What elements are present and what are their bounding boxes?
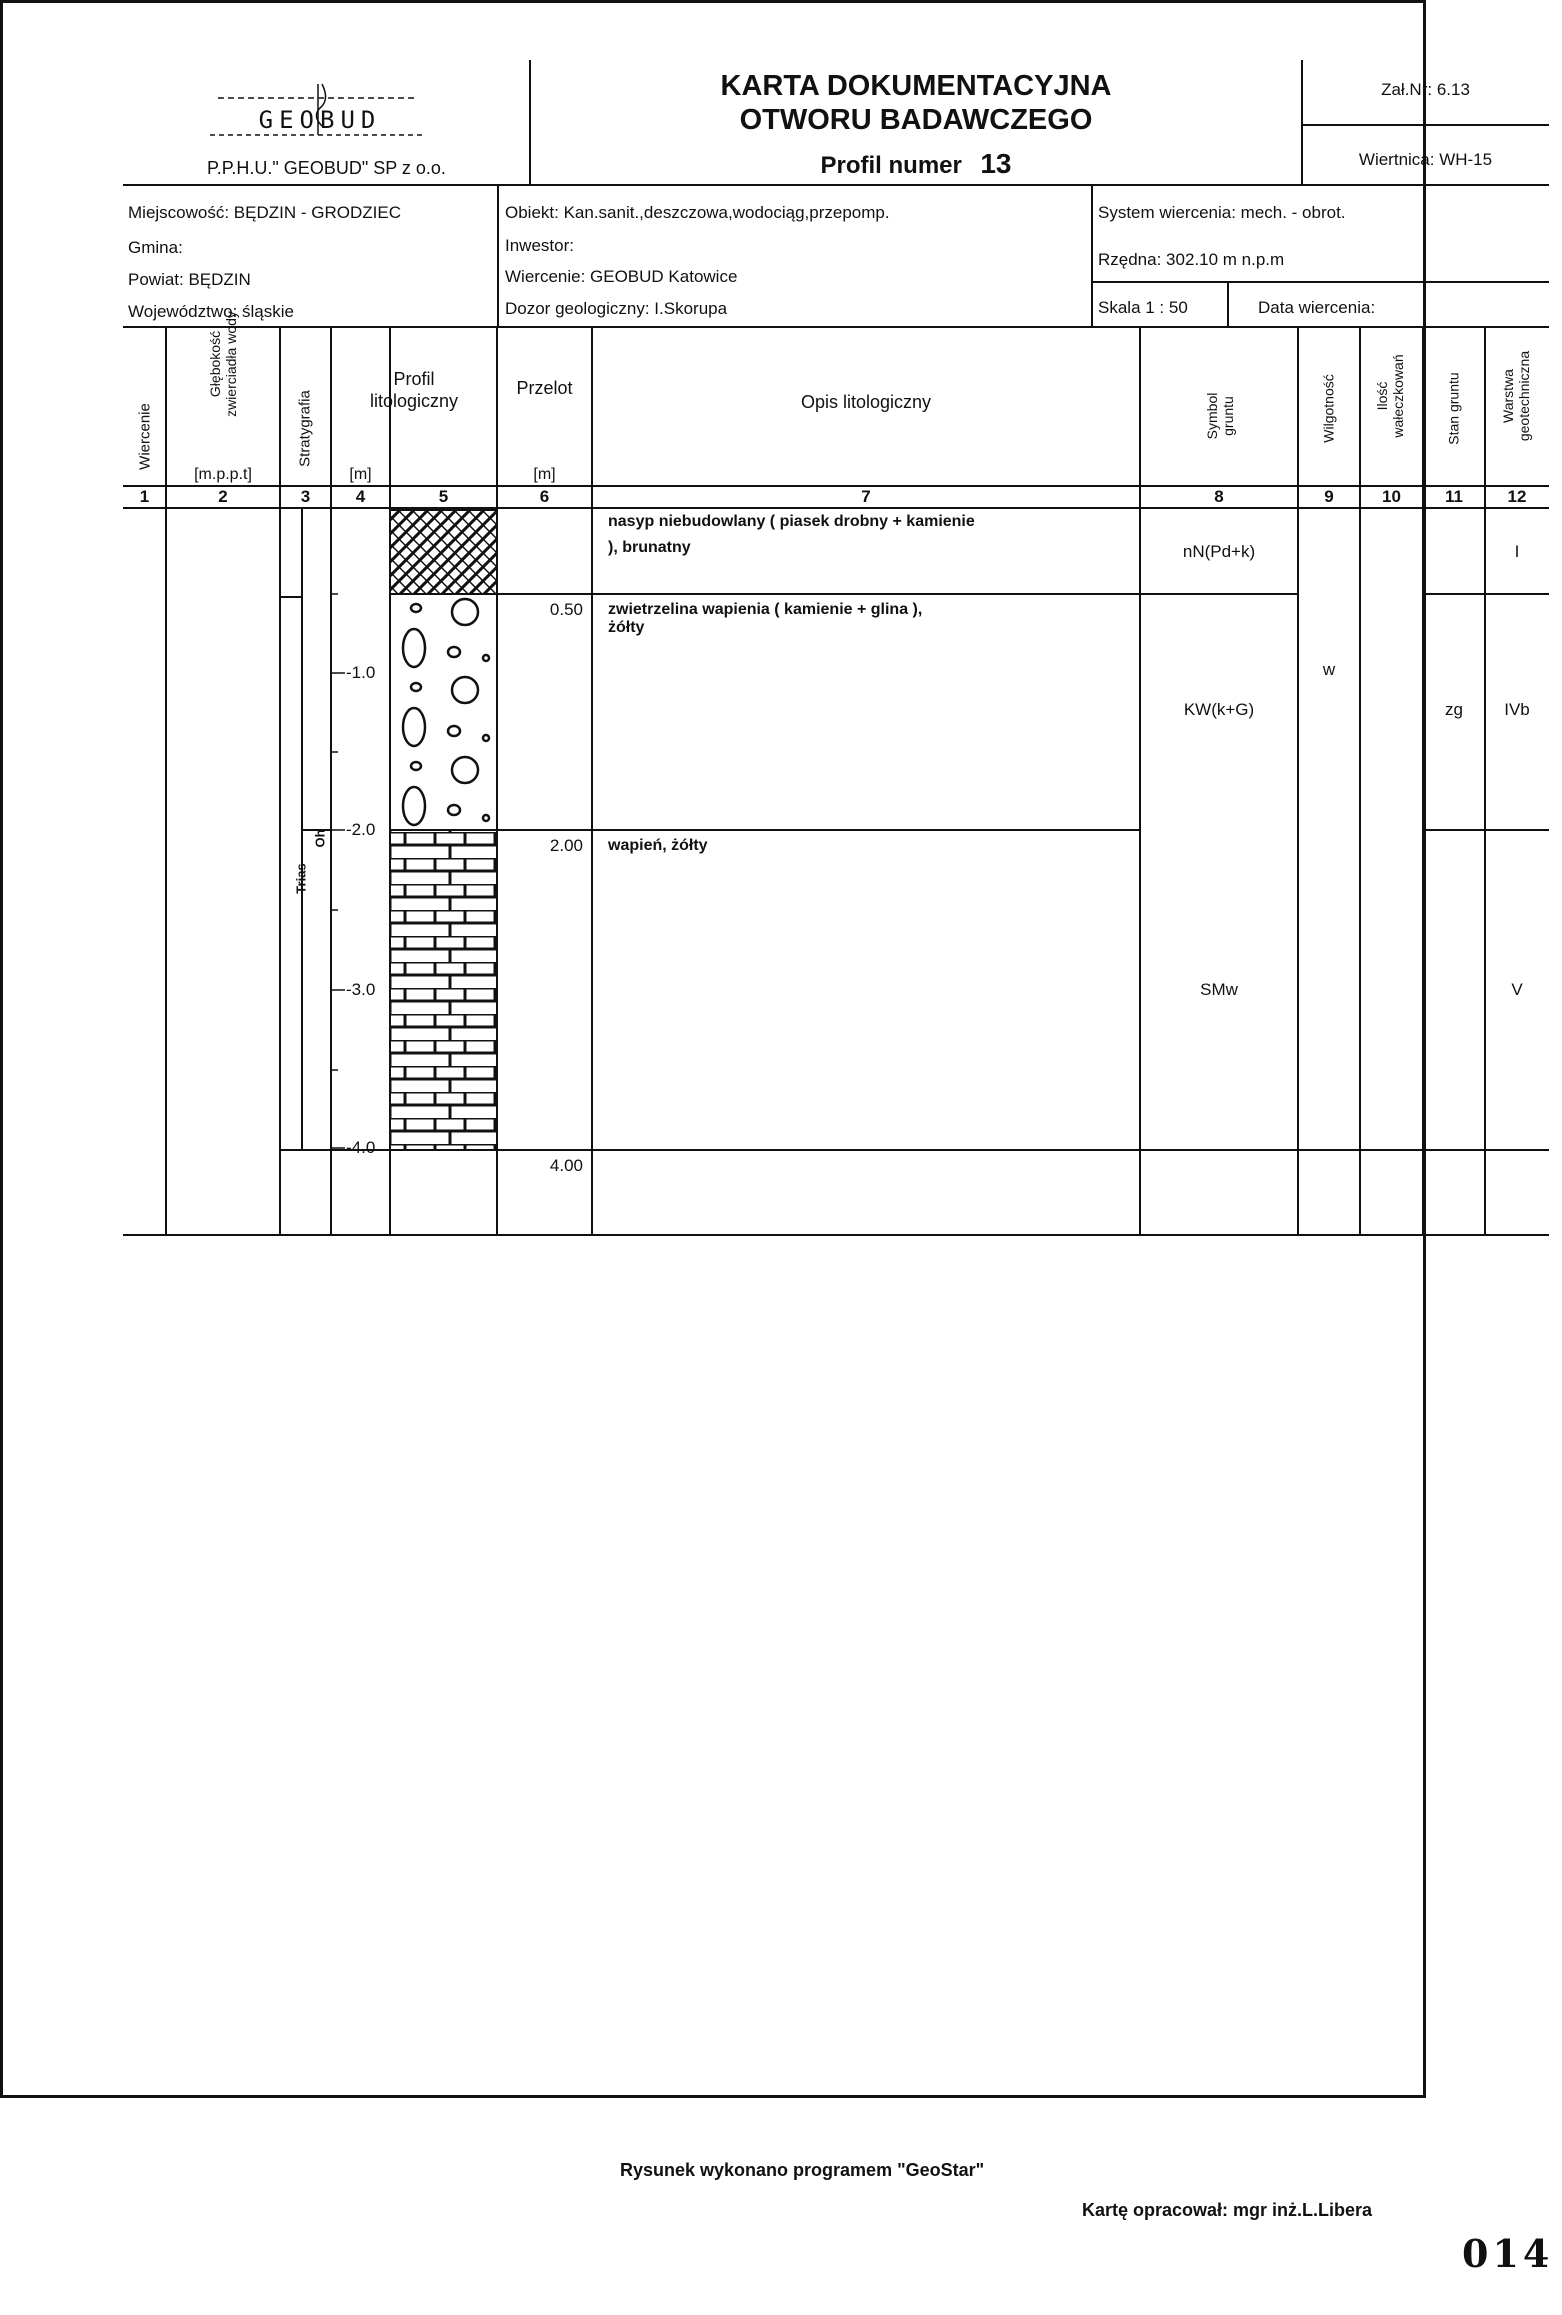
col-number: 12 — [1507, 487, 1527, 506]
col-header-przelot: Przelot — [516, 378, 573, 398]
col-number: 4 — [355, 487, 366, 506]
profile-label: Profil numer — [820, 152, 962, 179]
col-number: 3 — [300, 487, 311, 506]
col-number: 8 — [1214, 487, 1224, 506]
col-header-profile-text: Profil litologiczny — [369, 369, 459, 411]
profile-heading — [530, 148, 1302, 180]
drilling-rig: Wiertnica: WH-15 — [1358, 150, 1493, 169]
col-header-drilling: Wiercenie — [136, 403, 154, 470]
profile-number: 13 — [980, 148, 1012, 179]
geological-supervision: Dozor geologiczny: I.Skorupa — [505, 299, 728, 318]
stratigraphy-system: Trias — [293, 863, 309, 894]
col-header-soil-symbol: Symbol gruntu — [1204, 392, 1236, 440]
county: Powiat: BĘDZIN — [128, 270, 251, 289]
layer-przelot: 0.50 — [549, 600, 583, 619]
locality: Miejscowość: BĘDZIN - GRODZIEC — [128, 203, 401, 222]
col-header-przelot-unit: [m] — [533, 466, 556, 483]
col-number: 6 — [539, 487, 550, 506]
col-header-soil-state: Stan gruntu — [1445, 372, 1462, 445]
logo-text: GEOBUD — [258, 106, 382, 134]
pattern-limestone — [390, 830, 497, 1150]
voivodeship: Województwo: śląskie — [128, 302, 294, 321]
layer-geotech: V — [1511, 980, 1523, 999]
depth-tick: -2.0 — [346, 820, 376, 839]
layer-soil-symbol: KW(k+G) — [1183, 700, 1255, 719]
col-number: 10 — [1382, 487, 1401, 506]
col-header-stratigraphy: Stratygrafia — [296, 390, 314, 467]
col-header-profile — [331, 368, 497, 412]
doc-title-line2: OTWORU BADAWCZEGO — [739, 104, 1093, 136]
col-number: 11 — [1445, 487, 1463, 506]
layer-geotech: I — [1514, 542, 1520, 561]
col-header-depth-unit: [m] — [349, 466, 372, 483]
col-header-moisture: Wilgotność — [1320, 374, 1337, 443]
drilling-company: Wiercenie: GEOBUD Katowice — [505, 267, 738, 286]
scale: Skala 1 : 50 — [1098, 298, 1188, 317]
depth-tick: -4.0 — [346, 1138, 376, 1157]
col-header-water-depth: Głębokość zwierciadła wody — [207, 311, 239, 417]
stratigraphy-stage: Oh — [312, 829, 328, 848]
pattern-fill — [390, 510, 497, 594]
col-number: 2 — [218, 487, 228, 506]
soil-state-value: zg — [1445, 700, 1463, 719]
drilling-date: Data wiercenia: — [1258, 298, 1376, 317]
program-note: Rysunek wykonano programem "GeoStar" — [620, 2160, 985, 2180]
investor: Inwestor: — [505, 236, 574, 255]
layer-soil-symbol: SMw — [1200, 980, 1238, 999]
drilling-system: System wiercenia: mech. - obrot. — [1098, 203, 1346, 222]
layer-geotech: IVb — [1504, 700, 1530, 719]
layer-description: żółty — [608, 619, 645, 636]
author-note: Kartę opracował: mgr inż.L.Libera — [1082, 2200, 1373, 2220]
depth-tick: -1.0 — [346, 663, 376, 682]
depth-tick: -3.0 — [346, 980, 376, 999]
page-number: 014 — [1462, 2231, 1554, 2276]
attachment-number: Zał.Nr: 6.13 — [1381, 80, 1470, 99]
layer-description: wapień, żółty — [608, 837, 708, 854]
col-header-description: Opis litologiczny — [800, 392, 932, 412]
company-name: P.P.H.U." GEOBUD" SP z o.o. — [207, 158, 446, 178]
col-header-water-unit: [m.p.p.t] — [194, 466, 252, 483]
layer-description: zwietrzelina wapienia ( kamienie + glina ), — [608, 601, 923, 618]
layer-description: nasyp niebudowlany ( piasek drobny + kamienie — [608, 513, 975, 530]
col-number: 1 — [139, 487, 150, 506]
col-number: 9 — [1324, 487, 1334, 506]
commune: Gmina: — [128, 238, 183, 257]
layer-description: ), brunatny — [608, 539, 691, 556]
col-header-geotech-layer: Warstwa geotechniczna — [1500, 350, 1532, 442]
layer-przelot: 2.00 — [549, 836, 583, 855]
object: Obiekt: Kan.sanit.,deszczowa,wodociąg,przepomp. — [505, 203, 890, 222]
end-depth: 4.00 — [549, 1156, 583, 1175]
moisture-value: w — [1322, 660, 1336, 679]
pattern-gravel — [403, 599, 489, 825]
doc-title-line1: KARTA DOKUMENTACYJNA — [720, 70, 1112, 102]
elevation: Rzędna: 302.10 m n.p.m — [1098, 250, 1285, 269]
layer-soil-symbol: nN(Pd+k) — [1182, 542, 1256, 561]
col-header-roll-count: Ilość wałeczkowań — [1374, 354, 1406, 438]
col-number: 7 — [861, 487, 871, 506]
col-number: 5 — [438, 487, 449, 506]
